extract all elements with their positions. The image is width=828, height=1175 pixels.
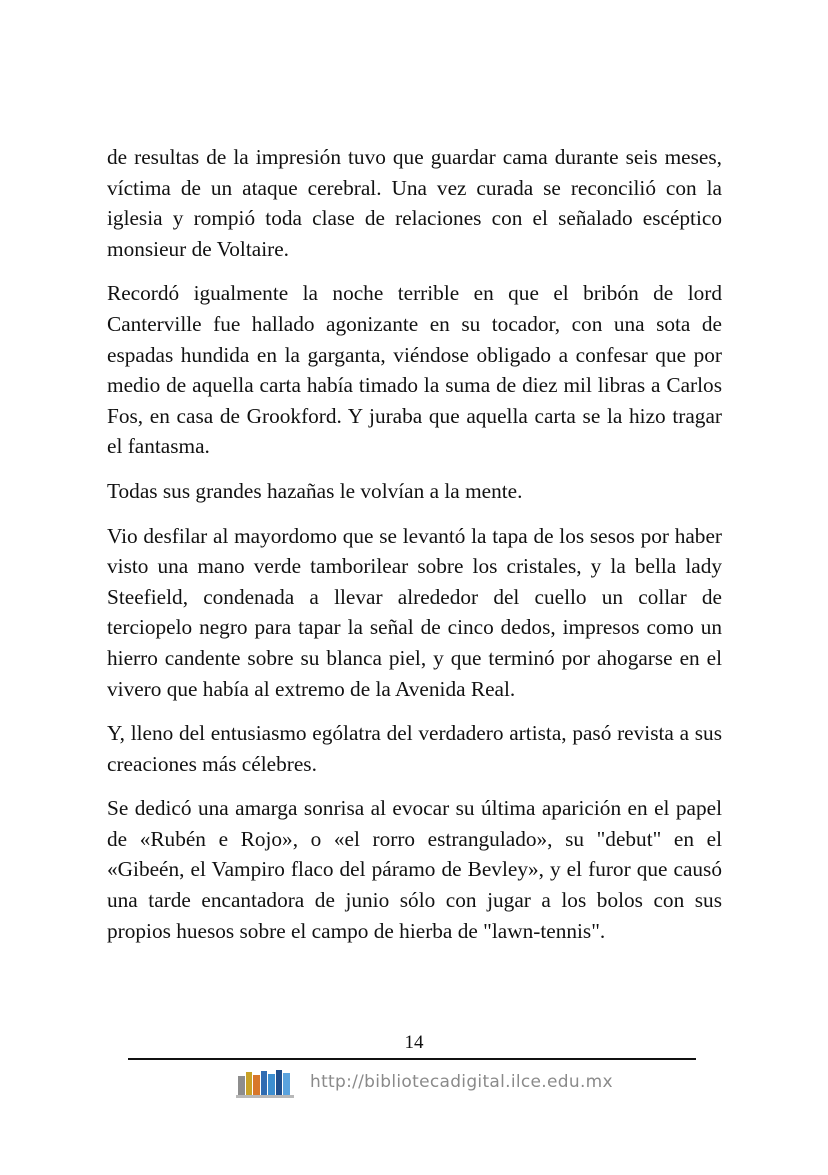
- footer-source: [236, 1066, 613, 1098]
- books-logo-icon: [236, 1066, 300, 1098]
- paragraph-4: Vio desfilar al mayordomo que se levantó la tapa de los sesos por haber visto una mano verde tamborilear sobre los cristales, y la bella lady Steefield, condenada a llevar alrededor del cuello un collar de terciopelo negro para tapar la señal de cinco dedos, impresos como un hierro candente sobre su blanca piel, y que terminó por ahogarse en el vivero que había al extremo de la Avenida Real.: [107, 523, 722, 701]
- paragraph-6: Se dedicó una amarga sonrisa al evocar su última aparición en el papel de «Rubén e Rojo», o «el rorro estrangulado», su "debut" en el «Gibeén, el Vampiro flaco del páramo de Bevley», y el furor que causó una tarde encantadora de junio sólo con jugar a los bolos con sus propios huesos sobre el campo de hierba de "lawn-tennis".: [107, 796, 722, 943]
- paragraph-1: de resultas de la impresión tuvo que guardar cama durante seis meses, víctima de un ataque cerebral. Una vez curada se reconcilió con la iglesia y rompió toda clase de relaciones con el señalado escéptico monsieur de Voltaire.: [107, 145, 722, 261]
- footer-url[interactable]: http://bibliotecadigital.ilce.edu.mx: [310, 1072, 613, 1092]
- paragraph-3: Todas sus grandes hazañas le volvían a la mente.: [107, 478, 523, 503]
- footer-divider: [128, 1058, 696, 1060]
- page-number: 14: [404, 1032, 424, 1053]
- paragraph-2: Recordó igualmente la noche terrible en que el bribón de lord Canterville fue hallado agonizante en su tocador, con una sota de espadas hundida en la garganta, viéndose obligado a confesar que por medio de aquella carta había timado la suma de diez mil libras a Carlos Fos, en casa de Grookford. Y juraba que aquella carta se la hizo tragar el fantasma.: [107, 281, 722, 459]
- paragraph-5: Y, lleno del entusiasmo ególatra del verdadero artista, pasó revista a sus creaciones más célebres.: [107, 721, 722, 776]
- page-body: [107, 142, 722, 960]
